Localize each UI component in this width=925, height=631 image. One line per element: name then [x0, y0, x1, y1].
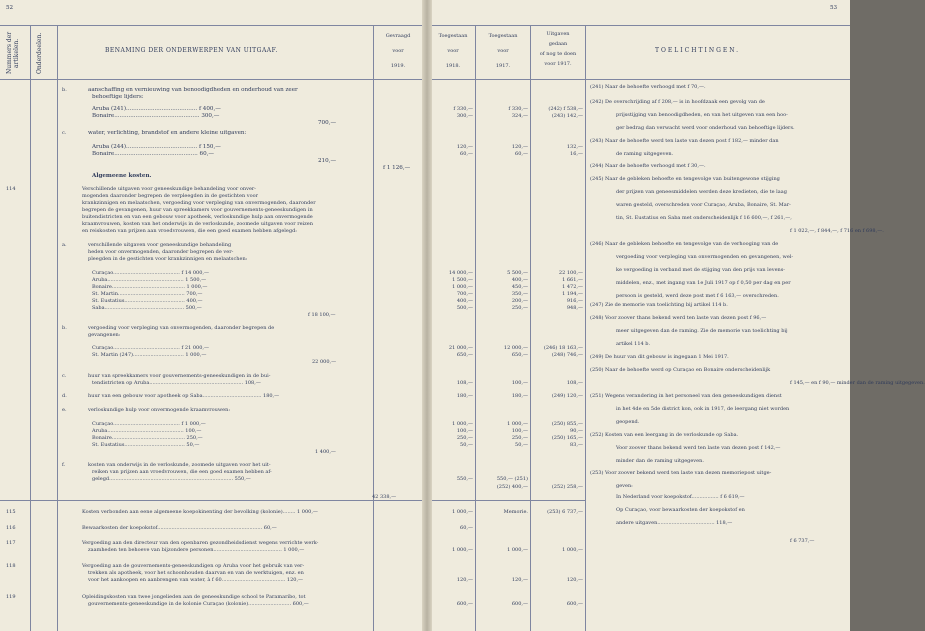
entry-text: f 1 126,— [383, 165, 411, 171]
entry-text: mogenden daaronder begrepen de verpleegden in de gestichten voor [82, 193, 259, 199]
entry-label: 119 [6, 594, 16, 600]
entry-text: 210,— [318, 158, 337, 164]
entry-text: behoeftige lijders: [92, 94, 144, 100]
page-number-left: 52 [6, 5, 14, 11]
entry-text: pleegden in de gestichten voor krankzinnigen en melaatschen: [88, 256, 248, 262]
value-1917: 60,— [515, 151, 528, 157]
entry-text: buitendistricten en van een gebouw voor apotheek, verloskundige hulp aan onvermogende [82, 214, 313, 220]
header-uitgaven-2: gedaan [548, 41, 568, 47]
value-1917: 100,— [511, 428, 528, 434]
note-line: geven: [616, 483, 633, 489]
note-line: (242) De overschrijding af f 208,— is in hoofdzaak een gevolg van de [590, 99, 765, 105]
value-1918: 108,— [456, 380, 473, 386]
entry-text: tendistricten op Aruba........................................................... 108,— [92, 380, 261, 386]
entry-text: aanschaffing en vernieuwing van benoodigdheden en onderhoud van zeer [88, 87, 298, 93]
entry-text: water, verlichting, brandstof en andere kleine uitgaven: [88, 130, 247, 136]
entry-label: 118 [6, 563, 16, 569]
note-line: (250) Naar de behoefte werd op Curaçao en Bonaire onderscheidenlijk [590, 367, 771, 373]
value-1918: 300,— [456, 113, 473, 119]
entry-label: e. [62, 407, 67, 413]
entry-text: Bewaarkosten der koepokstof.................................................................. 60,— [82, 525, 277, 531]
value-1918: f 330,— [453, 106, 473, 112]
note-line: f 1 022,—, f 844,—, f 716 en f 698,—. [790, 228, 884, 234]
header-toeg1918-3: 1918. [445, 63, 461, 69]
entry-text: vergoeding voor verpleging van onvermogenden, daaronder begrepen de [88, 325, 275, 331]
note-line: (253) Voor zoover bekend werd ten laste van dezen memoriepost uitge- [590, 470, 772, 476]
entry-text: huur van spreekkamers voor gouvernements-geneeskundigen in de bui- [88, 373, 271, 379]
note-line: der prijzen van geneesmiddelen werden deze kredieten, die te laag [616, 189, 787, 195]
value-1918: 50,— [460, 442, 473, 448]
col-line [30, 25, 31, 631]
note-line: (248) Voor zoover thans bekend werd ten laste van dezen post f 96,— [590, 315, 767, 321]
value-1917: 550,— (251) [496, 476, 528, 482]
note-line: In Nederland voor koepokstof................. f 6 619,— [616, 494, 745, 500]
entry-text: kosten van onderwijs in de verloskunde, zoomede uitgaven voor het uit- [88, 462, 271, 468]
value-1917: 450,— [511, 284, 528, 290]
entry-text: St. Martin.......................................... 700,— [92, 291, 203, 297]
entry-text: heden voor onvermogenden, daaronder begrepen de ver- [88, 249, 234, 255]
entry-text: St. Martin (247)................................ 1 000,— [92, 352, 207, 358]
entry-text: gouvernements-geneeskundige in de kolonie Curaçao (kolonie)........................... 600,— [88, 601, 309, 607]
value-1917: 250,— [511, 435, 528, 441]
entry-text: Aruba (244)........................................ f 150,— [92, 144, 221, 150]
value-1917: Memorie. [503, 509, 528, 515]
value-1918: 14 000,— [448, 270, 473, 276]
entry-text: 700,— [318, 120, 337, 126]
note-line: Voor zoover thans bekend werd ten laste van dezen post f 142,— [616, 445, 781, 451]
note-line: geopend. [616, 419, 640, 425]
value-1917: 1 000,— [507, 547, 528, 553]
entry-text: verloskundige hulp voor onvermogende kraamvrouwen: [88, 407, 231, 413]
value-uitgaven: (252) 258,— [551, 484, 583, 490]
header-gevraagd-3: 1919. [390, 63, 406, 69]
entry-text: Bonaire................................................ 300,— [92, 113, 220, 119]
header-uitgaven-3: of nog te doen [539, 51, 577, 57]
value-1917: f 330,— [508, 106, 528, 112]
value-1918: 250,— [456, 435, 473, 441]
value-uitgaven: 22 100,— [558, 270, 583, 276]
note-line: minder dan de raming uitgegeven. [616, 458, 704, 464]
entry-text: Opleidingskosten van twee jongelieden aan de geneeskundige school te Paramaribo, tot [82, 594, 306, 600]
value-1917: 100,— [511, 380, 528, 386]
value-1918: 1 000,— [452, 421, 473, 427]
entry-label: c. [62, 373, 67, 379]
value-uitgaven: 600,— [566, 601, 583, 607]
value-uitgaven: (246) 18 163,— [543, 345, 583, 351]
col-line [585, 25, 586, 631]
header-gevraagd-1: Gevraagd [385, 33, 411, 39]
header-toeg1917-2: voor [497, 48, 509, 54]
note-line: meer uitgegeven dan de raming. Zie de memorie van toelichting bij [616, 328, 788, 334]
entry-text: Bonaire.............................................. 250,— [92, 435, 203, 441]
value-1917: 600,— [511, 601, 528, 607]
value-1918: 21 000,— [448, 345, 473, 351]
header-toelichtingen: TOELICHTINGEN. [655, 47, 741, 54]
value-uitgaven: (250) 165,— [551, 435, 583, 441]
entry-text: gelegd.............................................................................. 550,— [92, 476, 251, 482]
col-line [57, 25, 58, 631]
header-rule-bottom-right [432, 79, 850, 80]
entry-text: krankzinnigen en melaatschen, vergoeding voor verpleging van onvermogenden, daaronder [82, 200, 316, 206]
value-1918: 120,— [456, 144, 473, 150]
value-1918: 600,— [456, 601, 473, 607]
note-line: tin, St. Eustatius en Saba met onderscheidenlijk f 16 600,—, f 261,—, [616, 215, 792, 221]
value-1917: 120,— [511, 577, 528, 583]
entry-text: Vergoeding aan de gouvernements-geneeskundigen op Aruba voor het gebruik van ver- [82, 563, 305, 569]
entry-text: Bonaire............................................... 60,— [92, 151, 215, 157]
note-line: Op Curaçao, voor bewaarkosten der koepokstof en [616, 507, 745, 513]
value-1917: 1 000,— [507, 421, 528, 427]
entry-label: b. [62, 87, 67, 93]
entry-text: Curaçao.......................................... f 21 000,— [92, 345, 209, 351]
value-uitgaven: (249) 120,— [551, 393, 583, 399]
header-rule-top-right [432, 25, 850, 26]
note-line: (243) Naar de behoefte werd ten laste van dezen post f 182,— minder dan [590, 138, 779, 144]
value-uitgaven: 916,— [566, 298, 583, 304]
value-uitgaven: (250) 855,— [551, 421, 583, 427]
book-gutter [422, 0, 432, 631]
value-uitgaven: 1 194,— [562, 291, 583, 297]
row-rule [432, 500, 585, 501]
value-uitgaven: 948,— [566, 305, 583, 311]
entry-label: c. [62, 130, 67, 136]
value-uitgaven: 16,— [570, 151, 583, 157]
note-line: prijsstijging van benoodigdheden, en van het uitgeven van een hoo- [616, 112, 788, 118]
value-1918: 500,— [456, 305, 473, 311]
note-line: ke vergoeding in verband met de stijging van den prijs van levens- [616, 267, 786, 273]
entry-text: Saba.................................................. 500,— [92, 305, 202, 311]
note-line: (247) Zie de memorie van toelichting bij artikel 114 b. [590, 302, 728, 308]
entry-label: 114 [6, 186, 16, 192]
entry-text: f 18 100,— [308, 312, 336, 318]
header-uitgaven-4: voor 1917. [544, 61, 572, 67]
value-1917: 650,— [511, 352, 528, 358]
value-uitgaven: 83,— [570, 442, 583, 448]
note-line: (244) Naar de behoefte verhoogd met f 30,—. [590, 163, 706, 169]
entry-text: verschillende uitgaven voor geneeskundige behandeling [88, 242, 232, 248]
entry-text: 1 400,— [315, 449, 336, 455]
value-1918: 1 000,— [452, 509, 473, 515]
note-line: in het 4de en 5de district kon, ook in 1917, de leergang niet worden [616, 406, 790, 412]
col-line [475, 25, 476, 631]
value-uitgaven: (243) 142,— [551, 113, 583, 119]
header-gevraagd-2: voor [392, 48, 404, 54]
header-toeg1918-2: voor [447, 48, 459, 54]
value-1918: 100,— [456, 428, 473, 434]
header-toeg1917-3: 1917. [495, 63, 511, 69]
header-rule-bottom-left [0, 79, 422, 80]
value-1918: 180,— [456, 393, 473, 399]
value-1918: 1 500,— [452, 277, 473, 283]
note-line: waren gesteld, overschreden voor Curaçao, Aruba, Bonaire, St. Mar- [616, 202, 791, 208]
header-nummers: Nummers der artikelen. [6, 31, 20, 75]
value-1917: 324,— [511, 113, 528, 119]
note-line: (245) Naar de gebleken behoefte en tengevolge van buitengewone stijging [590, 176, 780, 182]
value-uitgaven: (248) 746,— [551, 352, 583, 358]
value-1917: 400,— [511, 277, 528, 283]
value-1918: 60,— [460, 151, 473, 157]
row-rule [0, 500, 422, 501]
value-1917: 180,— [511, 393, 528, 399]
value-1918: 1 000,— [452, 547, 473, 553]
entry-text: trekken als apotheek, voor het schoonhouden daarvan en van de werktuigen, enz. en [88, 570, 304, 576]
entry-text: Vergoeding aan den directeur van den openbaren gezondheidsdienst wegens verrichte werk- [82, 540, 319, 546]
value-uitgaven: 1 661,— [562, 277, 583, 283]
entry-text: Verschillende uitgaven voor geneeskundige behandeling voor onver- [82, 186, 256, 192]
page-number-right: 53 [830, 5, 838, 11]
entry-label: 116 [6, 525, 16, 531]
entry-text: gevangenen: [88, 332, 121, 338]
value-1917: 50,— [515, 442, 528, 448]
entry-text: 42 338,— [372, 494, 397, 500]
entry-text: Kosten verbonden aan eene algemeene koepokinenting der bevolking (kolonie)........ 1 000,— [82, 509, 318, 515]
entry-text: voor het aankoopen en aanbrengen van water, à f 60........................................ 120,— [88, 577, 304, 583]
note-line: andere uitgaven.................................... 118,— [616, 520, 733, 526]
entry-text: Aruba (241)........................................ f 400,— [92, 106, 221, 112]
note-line: persoon is gesteld, werd deze post met f 6 163,— overschreden. [616, 293, 779, 299]
entry-text: reiken van prijzen aan vroedvrouwen, die een goed examen hebben af- [92, 469, 272, 475]
entry-text: Algemeene kosten. [92, 173, 152, 179]
entry-text: St. Eustatius...................................... 400,— [92, 298, 203, 304]
value-uitgaven: (253) 6 737,— [547, 509, 583, 515]
note-line: f 145,— en f 90,— minder dan de raming uitgegeven. [790, 380, 925, 386]
note-line: (241) Naar de behoefte verhoogd met f 70,—. [590, 84, 706, 90]
header-rule-top-left [0, 25, 422, 26]
note-line: vergoeding voor verpleging van onvermogenden en gevangenen, wel- [616, 254, 794, 260]
header-uitgaven-1: Uitgaven [546, 31, 570, 37]
note-line: f 6 737,— [790, 538, 815, 544]
entry-label: b. [62, 325, 67, 331]
entry-text: begrepen de gevangenen, huur van spreekkamers voor gouvernements-geneeskundigen in [82, 207, 313, 213]
value-uitgaven: 1 000,— [562, 547, 583, 553]
value-uitgaven: 120,— [566, 577, 583, 583]
note-line: (246) Naar de gebleken behoefte en tengevolge van de verhooging van de [590, 241, 779, 247]
value-uitgaven: 90,— [570, 428, 583, 434]
note-line: (252) Kosten van een leergang in de verloskunde op Saba. [590, 432, 739, 438]
entry-label: f. [62, 462, 66, 468]
entry-text: zaamheden ten behoeve van bijzondere personen........................................... 1 000,— [88, 547, 305, 553]
value-uitgaven: (242) f 538,— [548, 106, 583, 112]
value-uitgaven: 1 472,— [562, 284, 583, 290]
value-1917: 5 500,— [507, 270, 528, 276]
entry-label: d. [62, 393, 67, 399]
note-line: middelen, enz., met ingang van 1e Juli 1917 op f 0,50 per dag en per [616, 280, 791, 286]
entry-text: Curaçao.......................................... f 14 000,— [92, 270, 209, 276]
value-1918: 60,— [460, 525, 473, 531]
entry-label: a. [62, 242, 67, 248]
note-line: artikel 114 b. [616, 341, 651, 347]
header-benaming: BENAMING DER ONDERWERPEN VAN UITGAAF. [105, 47, 278, 54]
value-1918: 650,— [456, 352, 473, 358]
value-1917: (252) 400,— [496, 484, 528, 490]
value-uitgaven: 132,— [566, 144, 583, 150]
entry-text: Aruba................................................ 100,— [92, 428, 202, 434]
value-1917: 350,— [511, 291, 528, 297]
header-onderdeelen: Onderdeelen. [36, 32, 43, 74]
value-1917: 12 000,— [503, 345, 528, 351]
value-1918: 700,— [456, 291, 473, 297]
header-toeg1918-1: Toegestaan [438, 33, 468, 39]
value-1918: 400,— [456, 298, 473, 304]
entry-text: 22 000,— [312, 359, 337, 365]
entry-text: en reiskosten van prijzen aan vroedvrouwen, die een goed examen hebben afgelegd: [82, 228, 297, 234]
note-line: (249) De huur van dit gebouw is ingegaan 1 Mei 1917. [590, 354, 729, 360]
entry-text: St. Eustatius...................................... 50,— [92, 442, 200, 448]
entry-text: Aruba................................................ 1 500,— [92, 277, 207, 283]
value-uitgaven: 108,— [566, 380, 583, 386]
entry-text: kraamvrouwen, kosten van het onderwijs in de verloskunde, zoomede uitgaven voor reizen [82, 221, 313, 227]
value-1918: 550,— [456, 476, 473, 482]
value-1917: 250,— [511, 305, 528, 311]
note-line: ger bedrag dan verwacht werd voor onderhoud van behoeftige lijders. [616, 125, 795, 131]
value-1917: 120,— [511, 144, 528, 150]
entry-label: 117 [6, 540, 16, 546]
header-toeg1917-1: Toegestaan [488, 33, 518, 39]
entry-text: Curaçao.......................................... f 1 000,— [92, 421, 206, 427]
note-line: (251) Wegens verandering in het personeel van den geneeskundigen dienst [590, 393, 782, 399]
col-line [373, 25, 374, 631]
value-1917: 200,— [511, 298, 528, 304]
note-line: de raming uitgegeven. [616, 151, 674, 157]
value-1918: 1 000,— [452, 284, 473, 290]
entry-label: 115 [6, 509, 16, 515]
entry-text: Bonaire.............................................. 1 000,— [92, 284, 208, 290]
value-1918: 120,— [456, 577, 473, 583]
entry-text: huur van een gebouw voor apotheek op Saba..................................... 180,— [88, 393, 280, 399]
